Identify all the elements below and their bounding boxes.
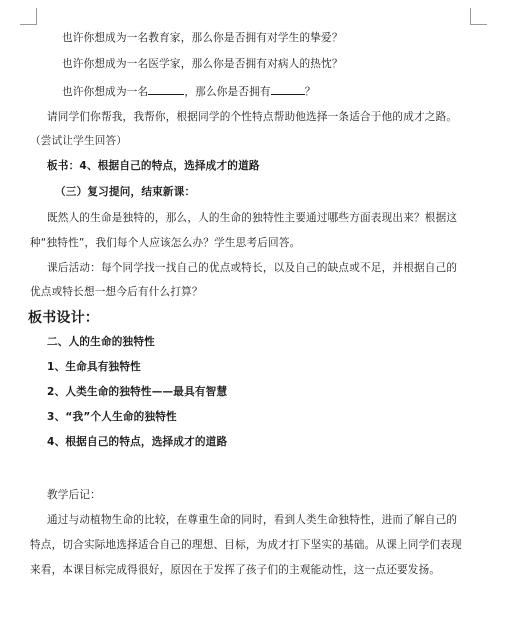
board-design-title: 板书设计： xyxy=(28,310,99,326)
page-corner-mark-right xyxy=(470,8,487,25)
board-item: 4、根据自己的特点，选择成才的道路 xyxy=(47,436,228,448)
board-item: 3、“我”个人生命的独特性 xyxy=(47,411,177,423)
section-heading: （三）复习提问，结束新课： xyxy=(55,186,196,198)
paragraph-line: 来看，本课目标完成得很好，原因在于发挥了孩子们的主观能动性，这一点还要发扬。 xyxy=(30,564,441,576)
reflection-title: 教学后记： xyxy=(47,489,101,501)
board-item: 1、生命具有独特性 xyxy=(47,361,141,373)
paragraph-line: 通过与动植物生命的比较，在尊重生命的同时，看到人类生命独特性，进而了解自己的 xyxy=(47,514,458,526)
paragraph-line-with-blanks xyxy=(62,83,316,99)
paragraph-line: 请同学们你帮我，我帮你，根据同学的个性特点帮助他选择一条适合于他的成才之路。 xyxy=(47,111,458,123)
fill-in-blank xyxy=(271,83,305,95)
paragraph-line: 课后活动：每个同学找一找自己的优点或特长，以及自己的缺点或不足，并根据自己的 xyxy=(47,262,458,274)
paragraph-line: 特点，切合实际地选择适合自己的理想、目标，为成才打下坚实的基础。从课上同学们表现 xyxy=(30,539,462,551)
board-item: 2、人类生命的独特性——最具有智慧 xyxy=(47,386,228,398)
board-item: 二、人的生命的独特性 xyxy=(47,336,155,348)
fill-in-blank xyxy=(148,83,184,95)
board-note: 板书：4、根据自己的特点，选择成才的道路 xyxy=(47,160,260,172)
text-segment: ？ xyxy=(304,86,316,98)
paragraph-line: 也许你想成为一名医学家，那么你是否拥有对病人的热忱？ xyxy=(62,58,343,70)
paragraph-line: 也许你想成为一名教育家，那么你是否拥有对学生的挚爱？ xyxy=(62,32,343,44)
paragraph-line: 既然人的生命是独特的，那么，人的生命的独特性主要通过哪些方面表现出来？根据这 xyxy=(47,212,458,224)
paragraph-line: （尝试让学生回答） xyxy=(30,135,128,147)
text-segment: ，那么你是否拥有 xyxy=(184,86,271,98)
paragraph-line: 种“独特性”，我们每个人应该怎么办？学生思考后回答。 xyxy=(30,237,301,249)
text-segment: 也许你想成为一名 xyxy=(62,86,149,98)
paragraph-line: 优点或特长想一想今后有什么打算？ xyxy=(30,286,203,298)
page-corner-mark-left xyxy=(20,8,37,25)
